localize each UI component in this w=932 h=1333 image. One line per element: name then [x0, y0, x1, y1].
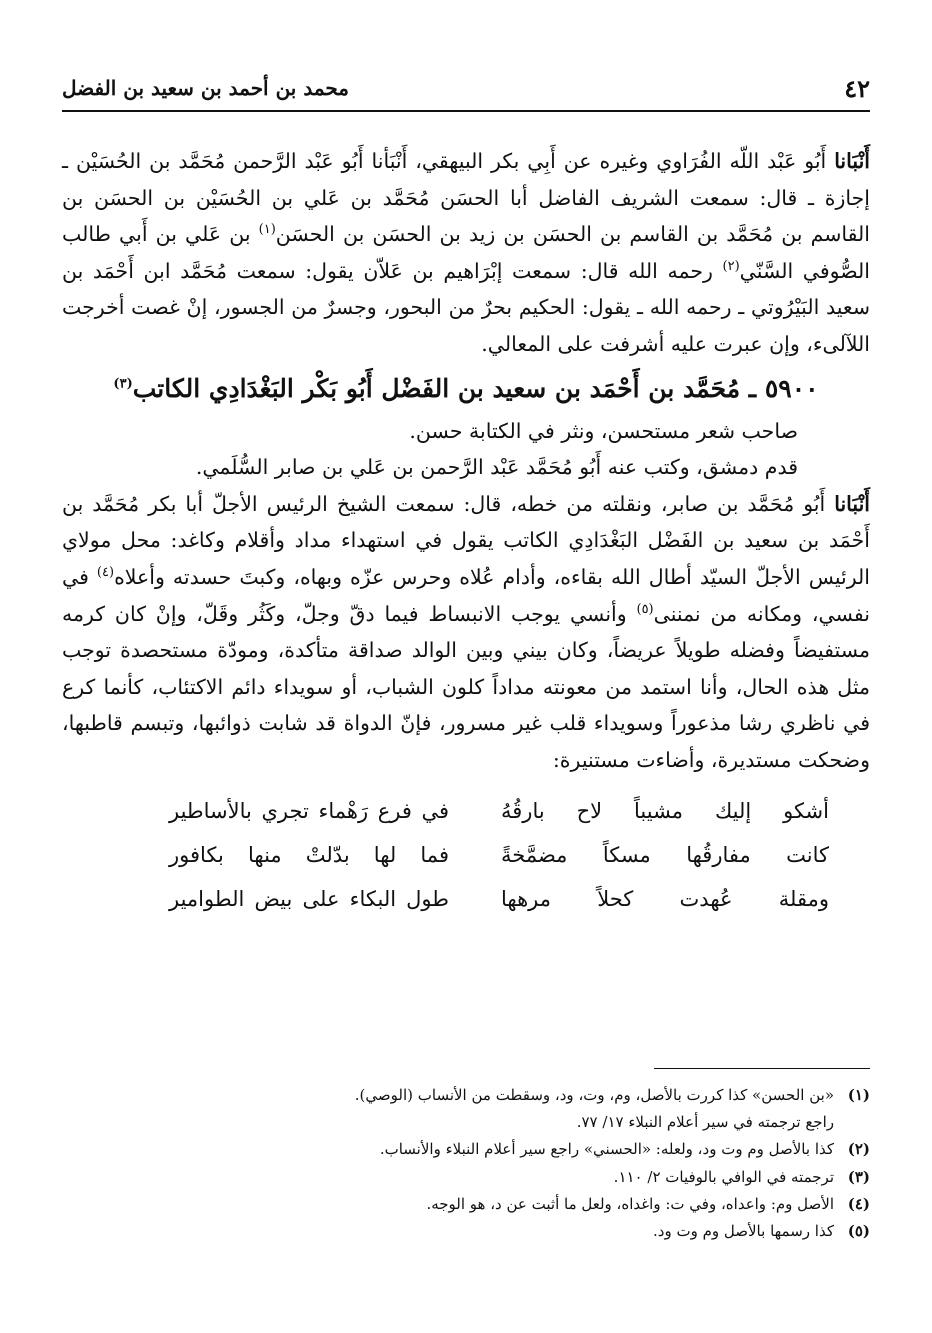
poem: [62, 789, 870, 921]
entry-title-text: ٥٩٠٠ ـ مُحَمَّد بن أَحْمَد بن سعيد بن الفَضْل أَبُو بَكْر البَغْدَادِي الكاتب: [132, 373, 819, 403]
running-title: محمد بن أحمد بن سعيد بن الفضل: [62, 76, 350, 100]
paragraph-text: بن عَلي بن أَبي طالب الصُّوفي السَّنّي: [62, 222, 870, 283]
footnote-number: (٣): [847, 1167, 870, 1186]
verse-first-hemistich: ومقلة عُهدت كحلاً مرهها: [501, 886, 829, 911]
footnote-ref-3: (٣): [113, 376, 133, 392]
footnote: [62, 1191, 870, 1218]
footnote-number: (٤): [847, 1194, 870, 1213]
paragraph-text: رحمه الله قال: سمعت إبْرَاهيم بن عَلاّن يقول: سمعت مُحَمَّد ابن أَحْمَد بن سعيد البَيْرُوتي ـ رحمه الله ـ يقول: الحكيم بحرٌ من البحور، وجسرٌ من الجسور، إنْ غصت أخرجت اللآلىء، وإن عبرت عليه أشرفت على المعالي.: [62, 258, 870, 356]
poem-verse: [62, 877, 870, 921]
footnote-number: (٢): [847, 1140, 870, 1159]
isnad-lead-word: أَنْبَانا: [834, 149, 870, 173]
footnote-ref-5: (٥): [636, 601, 654, 617]
footnote-text: «بن الحسن» كذا كررت بالأصل، وم، وت، ود، وسقطت من الأنساب (الوصي).: [354, 1086, 834, 1104]
footnote-ref-2: (٢): [722, 258, 740, 274]
footnote-text: كذا بالأصل وم وت ود، ولعله: «الحسني» راجع سير أعلام النبلاء والأنساب.: [379, 1140, 834, 1159]
poem-verse: [62, 833, 870, 877]
paragraph-text: أَبُو عَبْد اللّه الفُرَاوي وغيره عن أَبِي بكر البيهقي، أَنْبَأنا أَبُو عَبْد الرَّحمن مُحَمَّد بن الحُسَيْن ـ إجازة ـ قال: سمعت الشريف الفاضل أبا الحسَن مُحَمَّد بن عَلي بن الحُسَيْن بن الحسَن بن القاسم بن مُحَمَّد بن القاسم بن الحسَن بن زيد بن الحسَن بن الحسَن: [62, 149, 870, 247]
footnote-separator: [654, 1068, 870, 1069]
verse-second-hemistich: في فرع رَهْماء تجري بالأساطير: [169, 798, 449, 823]
footnote: [62, 1109, 870, 1136]
paragraph-isnad-1: [62, 143, 870, 363]
book-page: [62, 0, 870, 1333]
footnote-text: ترجمته في الوافي بالوفيات ٢/ ١١٠.: [613, 1167, 834, 1186]
footnote-ref-4: (٤): [96, 565, 115, 581]
page-number: ٤٢: [844, 74, 870, 103]
footnote-number: (١): [847, 1086, 870, 1104]
footnotes: [62, 1082, 870, 1245]
page-body: [62, 143, 870, 921]
footnote: [62, 1218, 870, 1245]
poem-verse: [62, 789, 870, 833]
page-header: [62, 70, 870, 112]
footnote-text: كذا رسمها بالأصل وم وت ود.: [653, 1222, 834, 1241]
paragraph-text: وأنسي يوجب الانبساط فيما دقّ وجلّ، وكَثُر وقَلّ، وإنْ كان كرمه مستفيضاً وفضله طويلاً عريضاً، وكان بيني وبين الوالد صداقة متأكدة، ومودّة مستحصدة توجب مثل هذه الحال، وأنا استمد من معونته مداداً كلون الشباب، أو سويداء دائم الاكتئاب، كأنما كرع في ناظري رشا مذعوراً وسويداء قلب غير مسرور، فإنّ الدواة قد شابت ذوائبها، وتبسم قاطبها، وضحكت مستديرة، وأضاءت مستنيرة:: [62, 601, 870, 772]
isnad-lead-word: أَنْبَانا: [834, 491, 870, 516]
footnote-number: [834, 1109, 870, 1136]
paragraph-isnad-2: [62, 486, 870, 779]
footnote-ref-1: (١): [258, 222, 276, 238]
verse-second-hemistich: طول البكاء على بيض الطوامير: [169, 886, 449, 911]
footnote-number: (٥): [847, 1222, 870, 1241]
paragraph-text: أَبُو مُحَمَّد بن صابر، ونقلته من خطه، قال: سمعت الشيخ الرئيس الأجلّ أبا بكر مُحَمَّد بن أَحْمَد بن سعيد بن الفَضْل البَغْدَادِي الكاتب يقول في استهداء مداد وأقلام وكاغد: محل مولاي الرئيس الأجلّ السيّد أطال الله بقاءه، وأدام عُلاه وحرس عزّه وبهاه، وكبتَ حسدته وأعلاه: [62, 491, 870, 589]
footnote-text: راجع ترجمته في سير أعلام النبلاء ١٧/ ٧٧.: [576, 1113, 834, 1132]
footnote: [62, 1082, 870, 1109]
entry-description: صاحب شعر مستحسن، ونثر في الكتابة حسن.: [409, 418, 798, 443]
footnote: [62, 1164, 870, 1191]
verse-second-hemistich: فما لها بدّلتْ منها بكافور: [169, 842, 449, 867]
footnote: [62, 1136, 870, 1163]
entry-description: قدم دمشق، وكتب عنه أَبُو مُحَمَّد عَبْد الرَّحمن بن عَلي بن صابر السُّلَمي.: [195, 455, 798, 480]
verse-first-hemistich: كانت مفارقُها مسكاً مضمَّخةً: [501, 842, 829, 867]
entry-heading: [62, 367, 870, 411]
footnote-text: الأصل وم: واعداه، وفي ت: واغداه، ولعل ما أثبت عن د، هو الوجه.: [426, 1194, 834, 1213]
paragraph-text: في نفسي، ومكانه من نمننى: [62, 564, 870, 626]
verse-first-hemistich: أشكو إليك مشيباً لاح بارقُهُ: [501, 798, 829, 823]
